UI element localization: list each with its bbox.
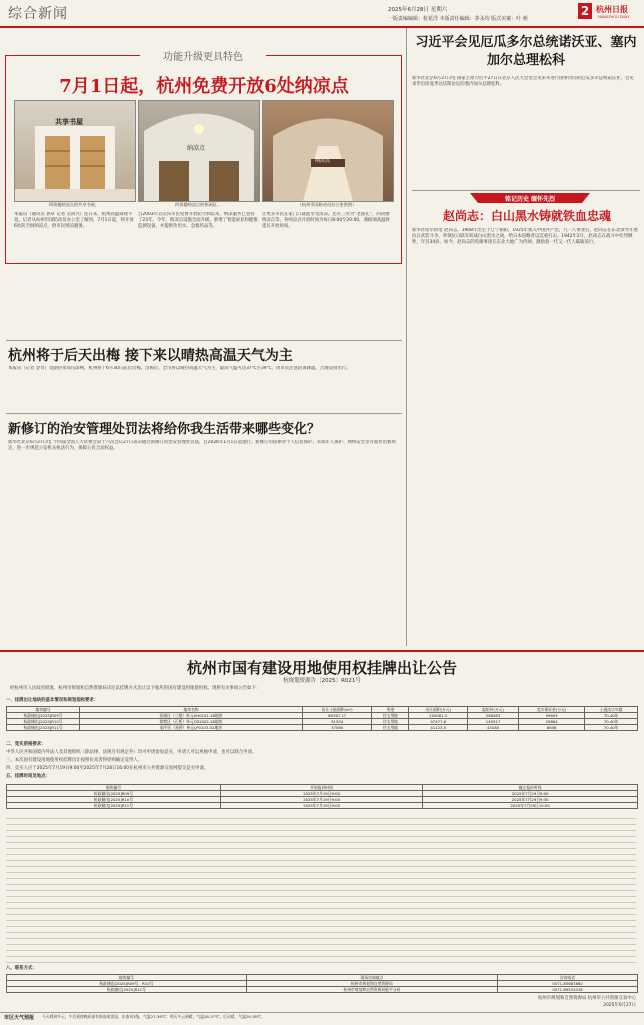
- contact-title: 八、联系方式：: [6, 966, 37, 971]
- col-header: 土地出让年限: [585, 707, 638, 713]
- feature-kicker: 功能升级更具特色: [140, 48, 266, 63]
- parcel-table: [6, 706, 638, 731]
- memorial-body: 新华社哈尔滨电 赵尚志，1908年出生于辽宁朝阳，1925年加入中国共产党。九一八事变后，赵尚志在东北领导开展抗日武装斗争，率领抗日联军转战白山黑水之间，给日本侵略者以沉重打击。1942年2月，赵尚志在战斗中壮烈牺牲，年仅34岁。如今，赵尚志的英雄事迹在东北大地广为传颂，激励着一代又一代人砥砺前行。: [412, 228, 638, 245]
- table-cell: 2025年7月19日9:00: [220, 791, 422, 797]
- feature-headline: 7月1日起，杭州免费开放6处纳凉点: [59, 76, 349, 97]
- feature-body-col2: 自2003年首次向市民免费开放防空洞以来，纳凉服务已坚持了23年。今年，纳凉点设施全面升级，新增了智能屏显和健康监测设备，并提供饮用水、急救药品等。: [138, 212, 258, 229]
- masthead-logo: 杭州日报: [596, 4, 628, 14]
- table-cell: 70.40年: [585, 713, 638, 719]
- photo-caption: （杭州市国防动员办公室供图）: [297, 202, 357, 207]
- weather-headline: 杭州将于后天出梅 接下来以晴热高温天气为主: [8, 348, 293, 364]
- table-cell: 临平区（星桥）单元LP0103-02地块: [80, 725, 303, 731]
- col-header: 现场咨询地点: [246, 975, 497, 981]
- table-cell: 37585: [303, 725, 372, 731]
- col-header: 地块编号: [7, 785, 221, 791]
- page-header: [0, 0, 644, 28]
- table-cell: 杭政储出[2025]R11号: [7, 803, 221, 809]
- table-cell: 59693: [518, 713, 584, 719]
- table-cell: 2025年7月19日9:00: [220, 797, 422, 803]
- contact-table: [6, 974, 638, 993]
- table-cell: 住宅用地: [372, 719, 409, 725]
- table-cell: 70.40年: [585, 725, 638, 731]
- notice-section: 四、竞买人应于2025年7月19日9:00至2025年7月28日16:00在杭州市公共资源交易网提交竞买申请。: [6, 766, 209, 771]
- column-divider: [406, 28, 407, 646]
- col-header: 出让土地面积(m²): [303, 707, 372, 713]
- notice-table-title: 一、挂牌出让地块的基本情况和规划指标要求：: [6, 698, 99, 703]
- corridor-illustration: [263, 101, 393, 201]
- section-title: 综合新闻: [8, 6, 68, 22]
- notice-signature: 杭州市规划和自然资源局 杭州市公共资源交易中心: [538, 996, 636, 1001]
- table-cell: 拱墅区（石桥）单元CB1502-16地块: [80, 719, 303, 725]
- table-cell: 70.40年: [585, 719, 638, 725]
- col-header: 地块名称: [80, 707, 303, 713]
- table-cell: 住宅用地: [372, 725, 409, 731]
- table-cell: 杭政储出[2025]R11号: [7, 987, 247, 993]
- table-cell: 杭政储出[2025]R09号: [7, 791, 221, 797]
- divider: [6, 413, 402, 414]
- masthead-subtitle: HANGZHOU DAILY: [598, 15, 630, 19]
- bookhouse-illustration: [15, 101, 135, 201]
- issue-date: 2025年6月28日 星期六: [388, 7, 448, 13]
- weather-forecast-tag: 市区天气预报: [4, 1015, 35, 1021]
- table-row: [7, 803, 638, 809]
- table-row: [7, 791, 638, 797]
- photo-sign-text: 纳凉点: [315, 158, 331, 164]
- table-cell: 51304: [303, 719, 372, 725]
- page-number: 2: [578, 3, 592, 19]
- photo-rest-area: [138, 100, 260, 202]
- table-cell: 2025年7月29日10:00: [423, 803, 638, 809]
- divider: [6, 340, 402, 341]
- memorial-label: 铭记历史 缅怀先烈: [504, 196, 556, 203]
- col-header: 咨询电话: [498, 975, 638, 981]
- table-cell: 29864: [518, 719, 584, 725]
- col-header: 用途: [372, 707, 409, 713]
- col-header: 开始报价时间: [220, 785, 422, 791]
- table-cell: 149317: [468, 719, 519, 725]
- editors-line: 一版责编编辑：杭花洋 本版责任编辑：茅永均 版式美案：叶 萌: [388, 16, 528, 22]
- notice-section: 五、挂牌时间及地点：: [6, 774, 50, 779]
- table-row: [7, 725, 638, 731]
- col-header: 出让面积(万元): [409, 707, 468, 713]
- table-cell: 2025年7月19日9:00: [220, 803, 422, 809]
- table-cell: 298463: [468, 713, 519, 719]
- notice-rule: [0, 650, 644, 652]
- law-body: 新华社北京6月27日电 十四届全国人大常委会第十六次会议27日表决通过新修订的治安管理处罚法，自2026年1月1日起施行。新修订的法律对个人信息保护、未成年人保护、网络安全等方面作出新规定，进一步规范公安机关执法行为，保障公民合法权益。: [8, 440, 396, 451]
- col-header: 地块编号: [7, 975, 247, 981]
- table-cell: 0571-89531018: [498, 987, 638, 993]
- table-row: [7, 797, 638, 803]
- table-cell: 43180: [468, 725, 519, 731]
- table-cell: 西湖区（三墩）单元XH0101-16地块: [80, 713, 303, 719]
- table-cell: 2025年7月29日9:30: [423, 797, 638, 803]
- notice-date: 2025年6月27日: [603, 1003, 636, 1008]
- photo-corridor: [262, 100, 394, 202]
- table-cell: 205081.5: [409, 713, 468, 719]
- xi-headline: 习近平会见厄瓜多尔总统诺沃亚、塞内加尔总理松科: [415, 35, 637, 68]
- table-cell: 8636: [518, 725, 584, 731]
- col-header: 截止报价时间: [423, 785, 638, 791]
- col-header: 地块编号: [7, 707, 80, 713]
- notice-title: 杭州市国有建设用地使用权挂牌出让公告: [186, 659, 457, 677]
- law-headline: 新修订的治安管理处罚法将给你我生活带来哪些变化？: [8, 422, 321, 437]
- table-cell: 89767.17: [303, 713, 372, 719]
- notice-section: 中华人民共和国境内外法人及其他组织（除法律、法规另有规定外）均可申请参加竞买，申请人可以单独申请，也可以联合申请。: [6, 750, 257, 755]
- table-cell: 杭政储出[2025]R09号、R10号: [7, 981, 247, 987]
- table-cell: 41123.5: [409, 725, 468, 731]
- photo-shared-bookhouse: [14, 100, 136, 202]
- table-cell: 0571-85687860: [498, 981, 638, 987]
- col-header: 竞买保证金(万元): [518, 707, 584, 713]
- table-cell: 97477.6: [409, 719, 468, 725]
- notice-body-fill: [6, 814, 636, 964]
- feature-body-col1: 本报讯（通讯员 孙卓 记者 吴尚兴）连日来，杭州高温频现不退。记者从杭州市国防动员办公室了解到，7月1日起，将开放6处防空洞纳凉点，供市民纳凉避暑。: [14, 212, 134, 229]
- table-cell: 住宅用地: [372, 713, 409, 719]
- notice-section: 二、竞买资格要求：: [6, 742, 46, 747]
- notice-number: 杭规划资源告〔2025〕R021号: [283, 678, 361, 684]
- table-row: [7, 987, 638, 993]
- notice-section: 三、本次国有建设用地使用权挂牌出让按照价高者得原则确定竞得人。: [6, 758, 143, 763]
- photo-sign-text: 共享书屋: [55, 118, 83, 126]
- xi-body: 新华社北京6月27日电 国家主席习近平27日在北京人民大会堂会见来华进行国事访问的厄瓜多尔总统诺沃亚，会见来华出席夏季达沃斯论坛的塞内加尔总理松科。: [412, 76, 634, 87]
- table-cell: 2025年7月29日9:00: [423, 791, 638, 797]
- memorial-headline: 赵尚志：白山黑水铸就铁血忠魂: [442, 209, 611, 223]
- table-cell: 杭政储出[2025]R09号: [7, 713, 80, 719]
- table-cell: 杭政储出[2025]R11号: [7, 725, 80, 731]
- notice-intro: 经杭州市人民政府批准，杭州市规划和自然资源局决定以挂牌方式出让以下地块的国有建设用地使用权。现将有关事项公告如下：: [10, 686, 261, 691]
- photo-sign-text: 纳凉点: [187, 145, 206, 152]
- weather-forecast-text: 今天晴到多云，午后到傍晚局部有阵雨或雷雨，东南风3级，气温27-36℃；明天多云到晴，气温28-37℃；后天晴，气温29-38℃。: [42, 1014, 265, 1019]
- table-cell: 杭州市规划和自然资源局: [246, 981, 497, 987]
- table-cell: 杭政储出[2025]R10号: [7, 797, 221, 803]
- feature-body-col3: 让更多市民在家门口就能享受清凉。还有三处为“老面孔”，四顶楼纳凉点等。各纳凉点开放时间为每日8:00至20:00，遇极端高温将延长开放时间。: [262, 212, 390, 229]
- schedule-table: [6, 784, 638, 809]
- divider: [412, 190, 640, 191]
- table-cell: 杭州市规划和自然资源局临平分局: [246, 987, 497, 993]
- col-header: 起始价(万元): [468, 707, 519, 713]
- photo-caption: 四顶楼纳凉点的休闲区。: [174, 202, 222, 207]
- table-cell: 杭政储出[2025]R10号: [7, 719, 80, 725]
- weather-body: 本报讯（记者 金奇）受副热带高压影响，杭州将于6月30日前后出梅。出梅后，全市将以晴热高温天气为主，最高气温可达37℃至39℃，请市民注意防暑降温，合理安排出行。: [8, 366, 351, 371]
- photo-caption: 四顶楼纳凉点的共享书屋。: [48, 202, 100, 207]
